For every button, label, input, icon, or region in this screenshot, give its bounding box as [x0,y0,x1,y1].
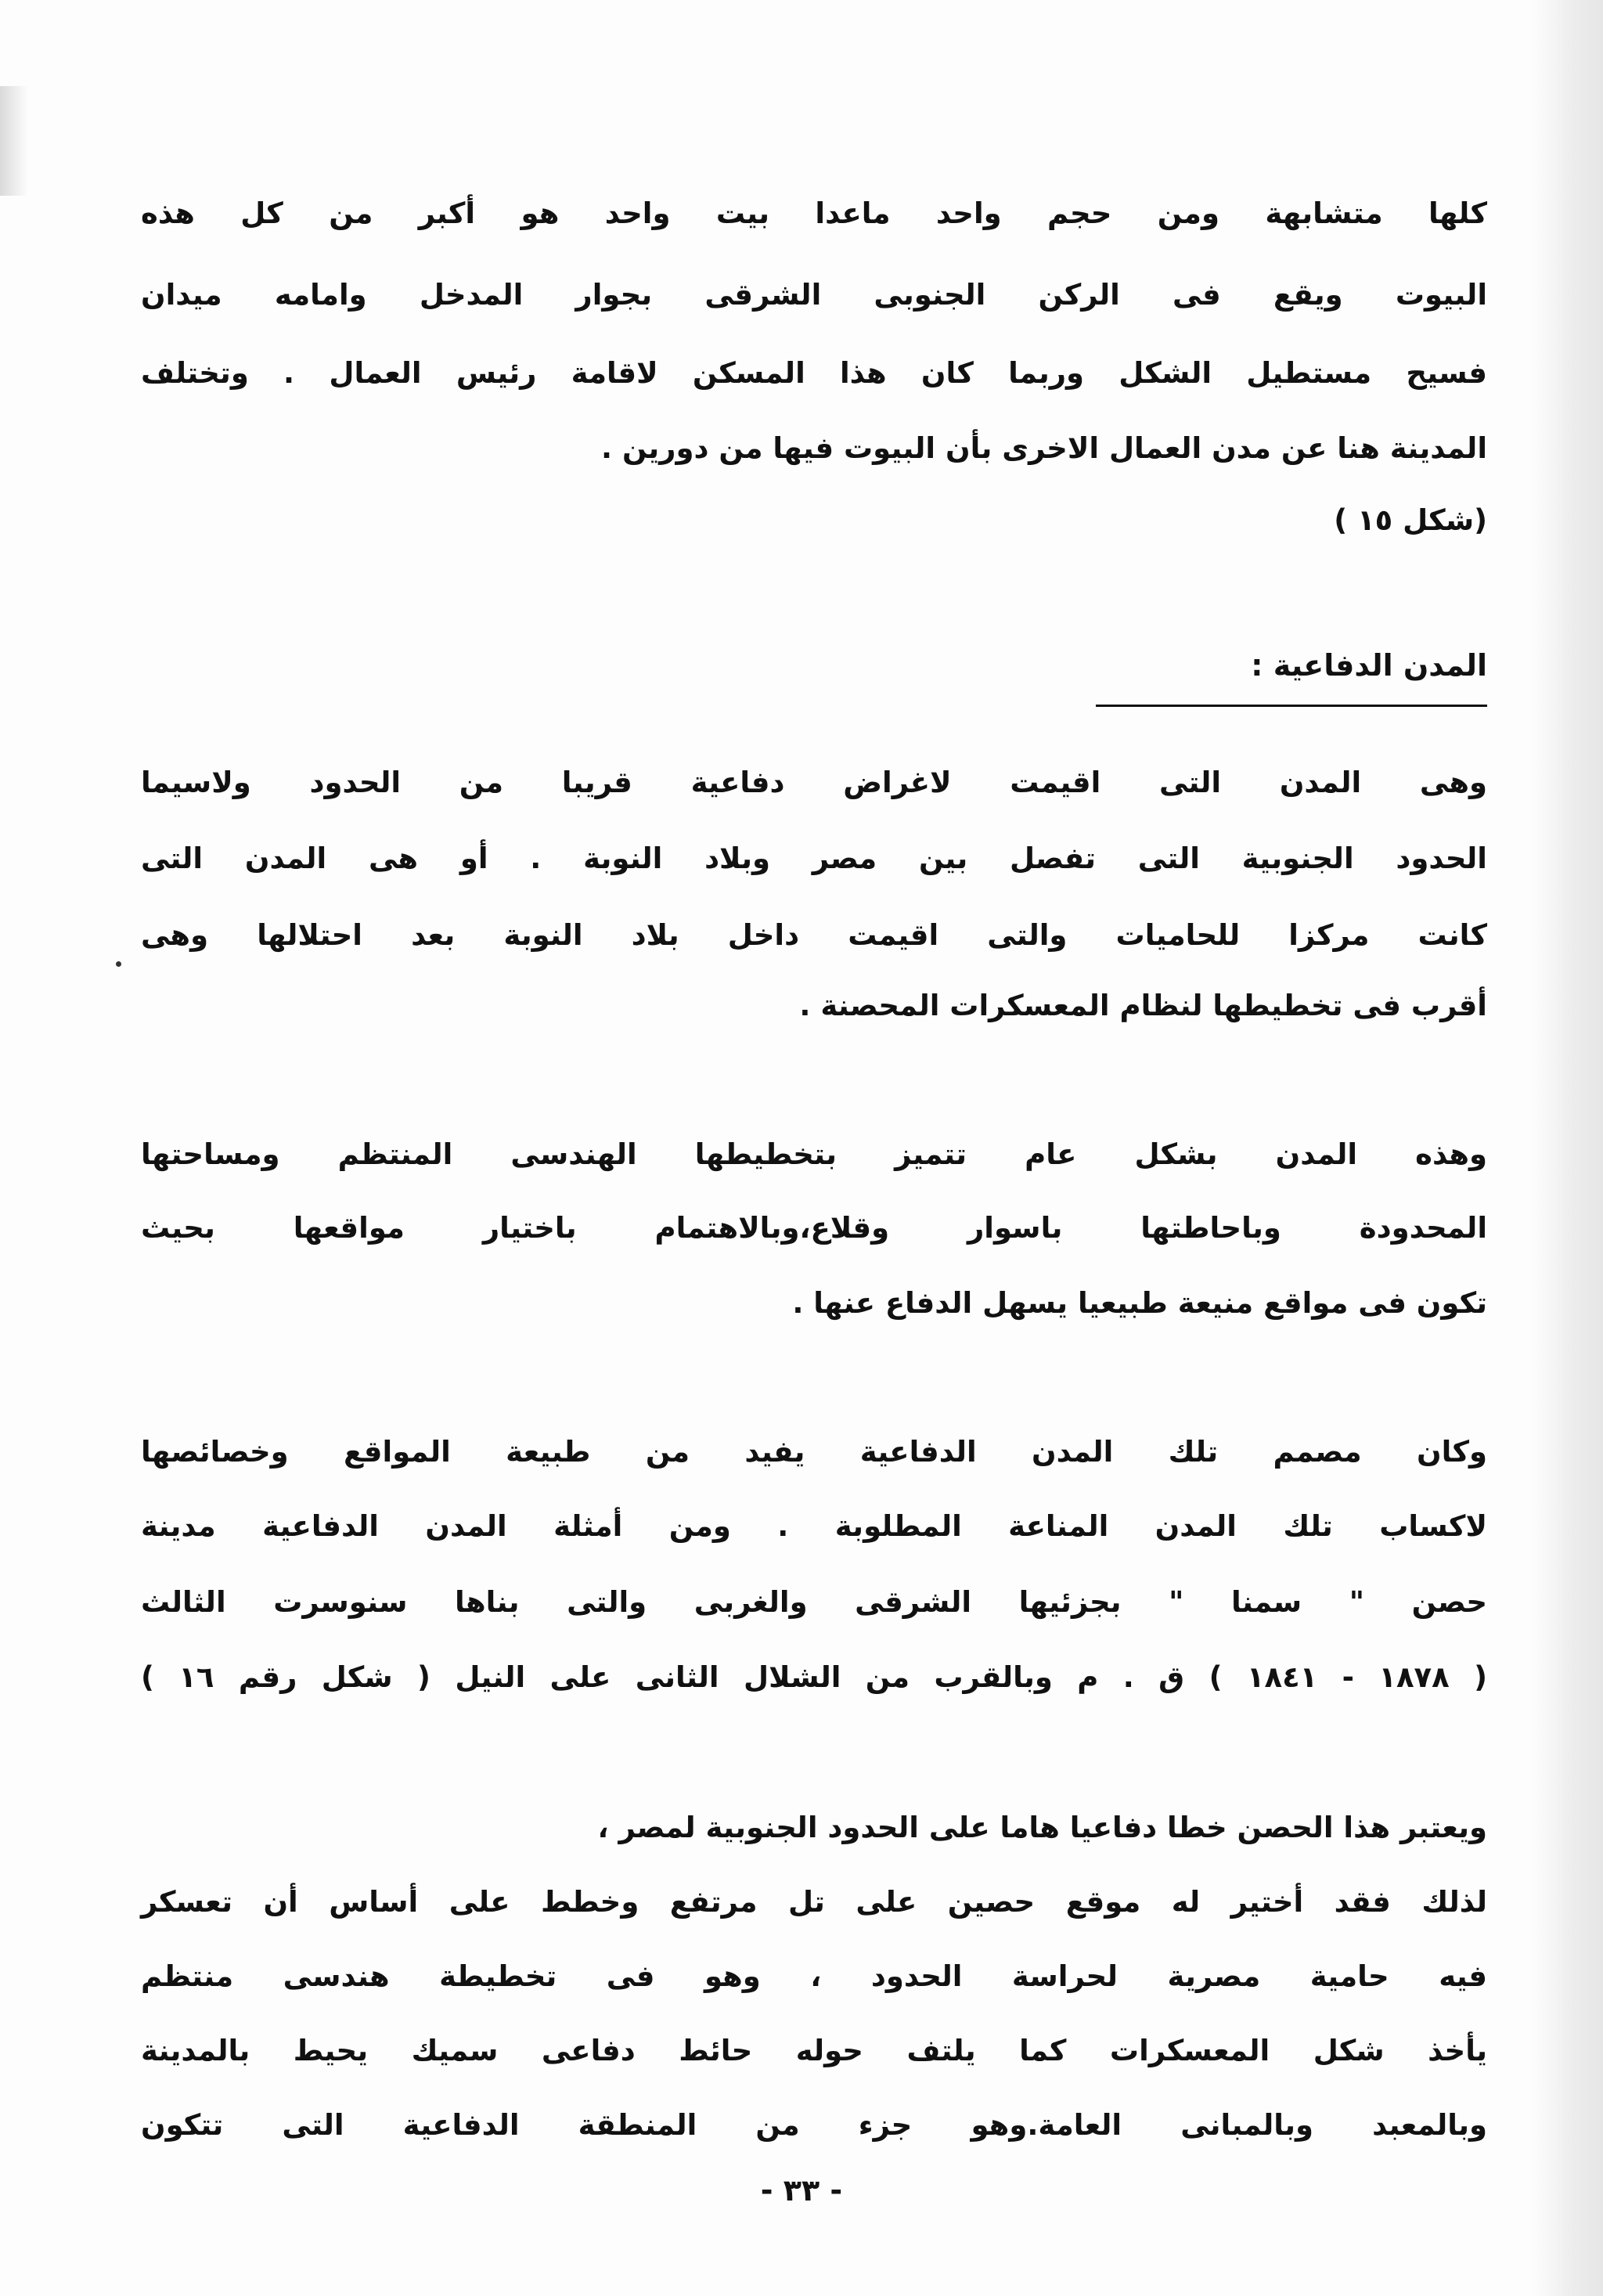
section-heading: المدن الدفاعية : [1251,648,1487,683]
paragraph-3-line-1: وهذه المدن بشكل عام تتميز بتخطيطها الهندسى المنتظم ومساحتها [141,1137,1487,1171]
paragraph-5-line-4: يأخذ شكل المعسكرات كما يلتف حوله حائط دفاعى سميك يحيط بالمدينة [141,2034,1487,2067]
paragraph-1-line-3: فسيح مستطيل الشكل وربما كان هذا المسكن لاقامة رئيس العمال . وتختلف [141,356,1487,390]
paragraph-2-line-4: أقرب فى تخطيطها لنظام المعسكرات المحصنة . [799,989,1487,1022]
page-number: - ٣٣ - [760,2173,843,2208]
paragraph-1-line-2: البيوت ويقع فى الركن الجنوبى الشرقى بجوار المدخل وامامه ميدان [141,278,1487,312]
paragraph-5-line-3: فيه حامية مصرية لحراسة الحدود ، وهو فى تخطيطة هندسى منتظم [141,1959,1487,1993]
paragraph-5-line-5: وبالمعبد وبالمبانى العامة.وهو جزء من المنطقة الدفاعية التى تتكون [141,2108,1487,2142]
section-heading-underline [1096,705,1487,707]
paragraph-3-line-2: المحدودة وباحاطتها باسوار وقلاع،وبالاهتمام باختيار مواقعها بحيث [141,1211,1487,1245]
paragraph-1-line-1: كلها متشابهة ومن حجم واحد ماعدا بيت واحد هو أكبر من كل هذه [141,196,1487,230]
paragraph-1-line-4: المدينة هنا عن مدن العمال الاخرى بأن البيوت فيها من دورين . [601,431,1487,465]
text-body [141,0,1487,2296]
paragraph-4-line-4: ( ١٨٧٨ - ١٨٤١ ) ق . م وبالقرب من الشلال الثانى على النيل ( شكل رقم ١٦ ) [141,1660,1487,1694]
paragraph-4-line-3: حصن " سمنا " بجزئيها الشرقى والغربى والتى بناها سنوسرت الثالث [141,1585,1487,1619]
paragraph-2-line-3: كانت مركزا للحاميات والتى اقيمت داخل بلاد النوبة بعد احتلالها وهى [141,918,1487,952]
paragraph-2-line-1: وهى المدن التى اقيمت لاغراض دفاعية قريبا من الحدود ولاسيما [141,766,1487,799]
page-edge-shadow [1533,0,1603,2296]
paragraph-4-line-1: وكان مصمم تلك المدن الدفاعية يفيد من طبيعة المواقع وخصائصها [141,1435,1487,1469]
paragraph-1-line-5: (شكل ١٥ ) [1334,503,1487,537]
paragraph-4-line-2: لاكساب تلك المدن المناعة المطلوبة . ومن أمثلة المدن الدفاعية مدينة [141,1509,1487,1543]
scan-speck [116,961,121,967]
paragraph-5-line-2: لذلك فقد أختير له موقع حصين على تل مرتفع وخطط على أساس أن تعسكر [141,1885,1487,1919]
paragraph-5-line-1: ويعتبر هذا الحصن خطا دفاعيا هاما على الحدود الجنوبية لمصر ، [597,1811,1487,1844]
paragraph-2-line-2: الحدود الجنوبية التى تفصل بين مصر وبلاد النوبة . أو هى المدن التى [141,842,1487,875]
scan-smudge [0,86,28,196]
paragraph-3-line-3: تكون فى مواقع منيعة طبيعيا يسهل الدفاع عنها . [792,1286,1487,1320]
